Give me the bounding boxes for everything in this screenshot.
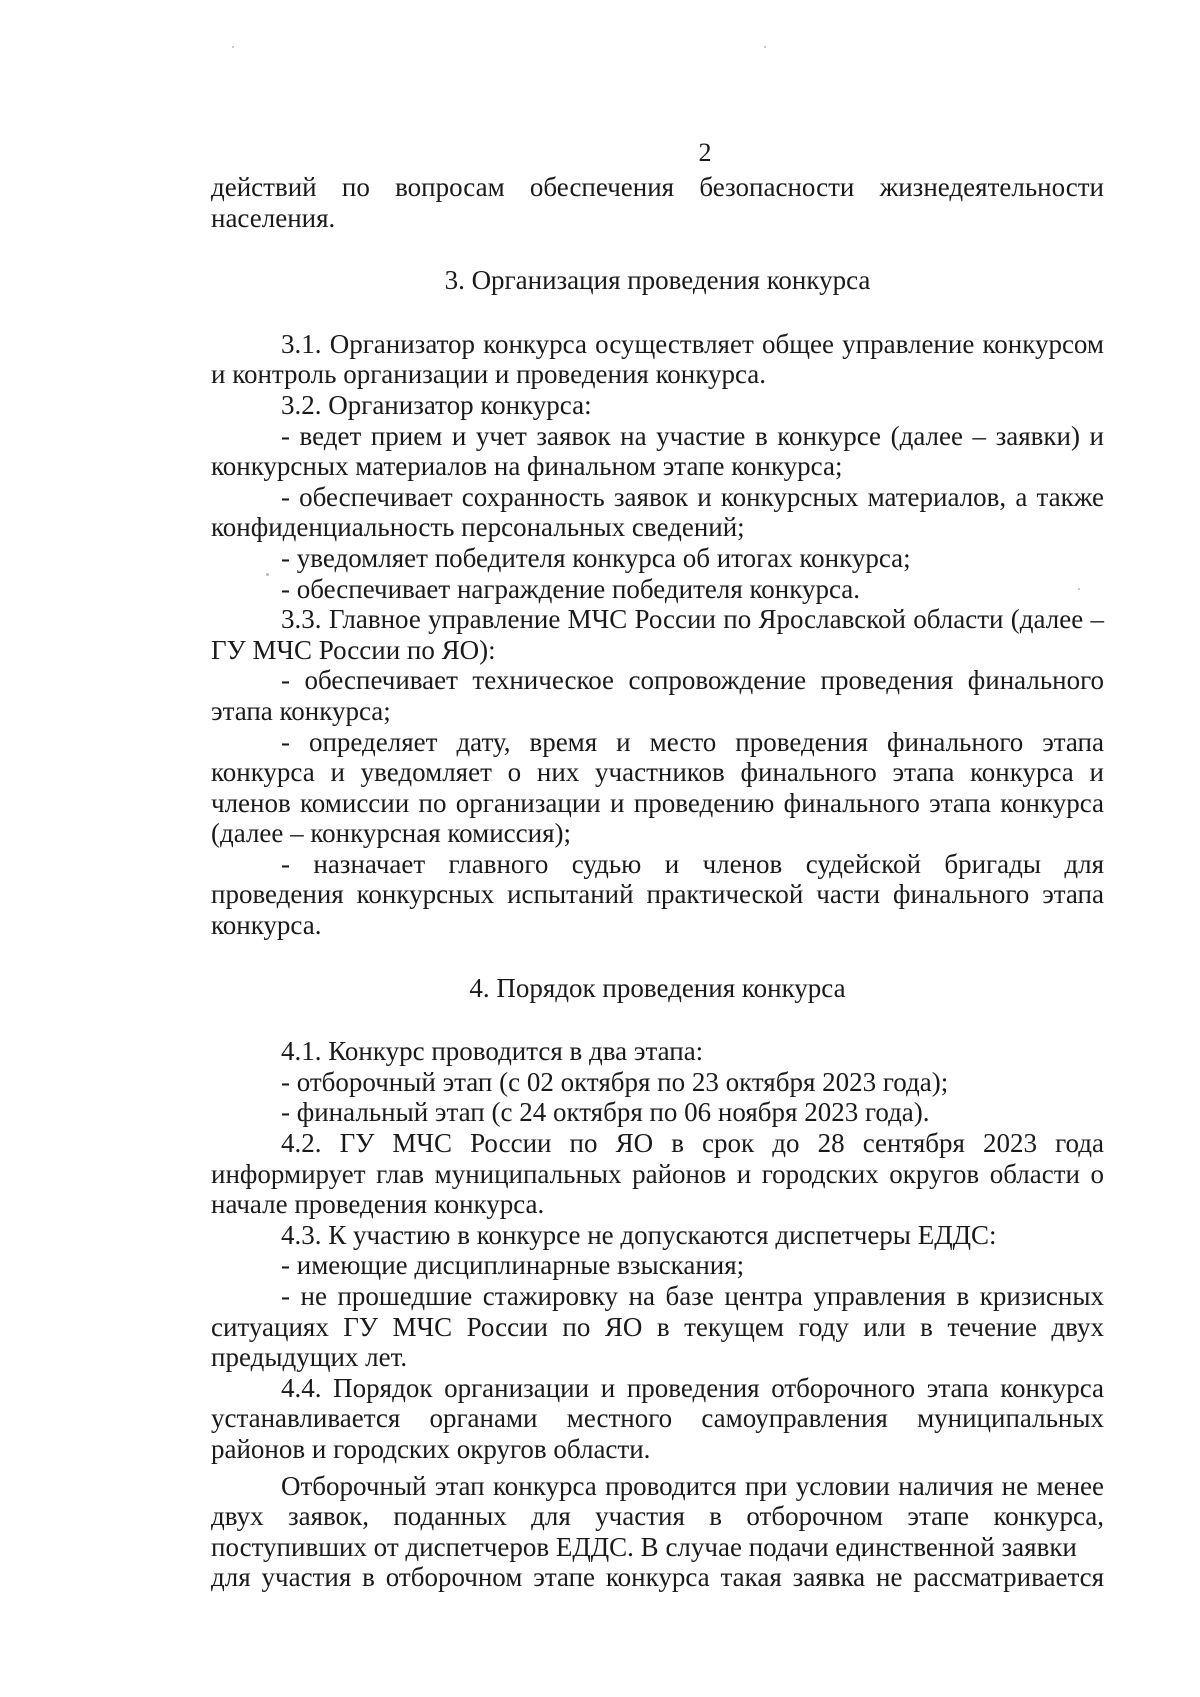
document-body — [211, 172, 1104, 1593]
paragraph-3-3: 3.3. Главное управление МЧС России по Ярославской области (далее – ГУ МЧС России по ЯО): — [211, 604, 1104, 665]
scan-speck — [232, 46, 234, 48]
list-item-confidentiality: - обеспечивает сохранность заявок и конкурсных материалов, а также конфиденциальность персональных сведений; — [211, 481, 1104, 543]
list-item-technical-support: - обеспечивает техническое сопровождение проведения финального этапа конкурса; — [211, 665, 1104, 726]
list-item-notify-winner: - уведомляет победителя конкурса об итогах конкурса; — [281, 542, 911, 573]
paragraph-4-4: 4.4. Порядок организации и проведения отборочного этапа конкурса устанавливается органами местного самоуправления муниципальных районов и городских округов области. — [211, 1372, 1104, 1464]
list-item-final-stage: - финальный этап (с 24 октября по 06 ноября 2023 года). — [281, 1097, 930, 1128]
paragraph-qualifying-conditions: Отборочный этап конкурса проводится при условии наличия не менее двух заявок, поданных для участия в отборочном этапе конкурса, поступивших от диспетчеров ЕДДС. В случае подачи единственной заявки — [211, 1470, 1104, 1562]
list-item-qualifying-stage: - отборочный этап (с 02 октября по 23 октября 2023 года); — [281, 1066, 949, 1097]
paragraph-4-1: 4.1. Конкурс проводится в два этапа: — [281, 1036, 704, 1067]
intro-line-1: действий по вопросам обеспечения безопасности жизнедеятельности — [211, 172, 1104, 202]
paragraph-3-2: 3.2. Организатор конкурса: — [281, 389, 592, 420]
list-item-date-time-place: - определяет дату, время и место проведения финального этапа конкурса и уведомляет о них участников финального этапа конкурса и членов комиссии по организации и проведению финального этапа конкурса (далее – конкурсная комиссия); — [211, 726, 1104, 849]
paragraph-qualifying-conditions-last-line: для участия в отборочном этапе конкурса такая заявка не рассматривается — [211, 1562, 1104, 1593]
paragraph-4-2: 4.2. ГУ МЧС России по ЯО в срок до 28 сентября 2023 года информирует глав муниципальных районов и городских округов области о начале проведения конкурса. — [211, 1128, 1104, 1220]
scan-speck — [764, 46, 766, 48]
paragraph-3-1: 3.1. Организатор конкурса осуществляет общее управление конкурсом и контроль организации и проведения конкурса. — [211, 328, 1104, 390]
list-item-judges: - назначает главного судью и членов судейской бригады для проведения конкурсных испытаний практической части финального этапа конкурса. — [211, 848, 1104, 941]
section-3-heading: 3. Организация проведения конкурса — [444, 265, 871, 296]
list-item-award-winner: - обеспечивает награждение победителя конкурса. — [281, 573, 861, 604]
section-4-heading: 4. Порядок проведения конкурса — [469, 972, 846, 1003]
intro-line-2: населения. — [211, 202, 336, 233]
list-item-internship: - не прошедшие стажировку на базе центра управления в кризисных ситуациях ГУ МЧС России по ЯО в текущем году или в течение двух предыдущих лет. — [211, 1281, 1104, 1373]
page-number: 2 — [698, 138, 712, 167]
paragraph-4-3: 4.3. К участию в конкурсе не допускаются диспетчеры ЕДДС: — [281, 1219, 997, 1250]
list-item-disciplinary: - имеющие дисциплинарные взыскания; — [281, 1250, 745, 1281]
list-item-applications: - ведет прием и учет заявок на участие в конкурсе (далее – заявки) и конкурсных материалов на финальном этапе конкурса; — [211, 420, 1104, 482]
